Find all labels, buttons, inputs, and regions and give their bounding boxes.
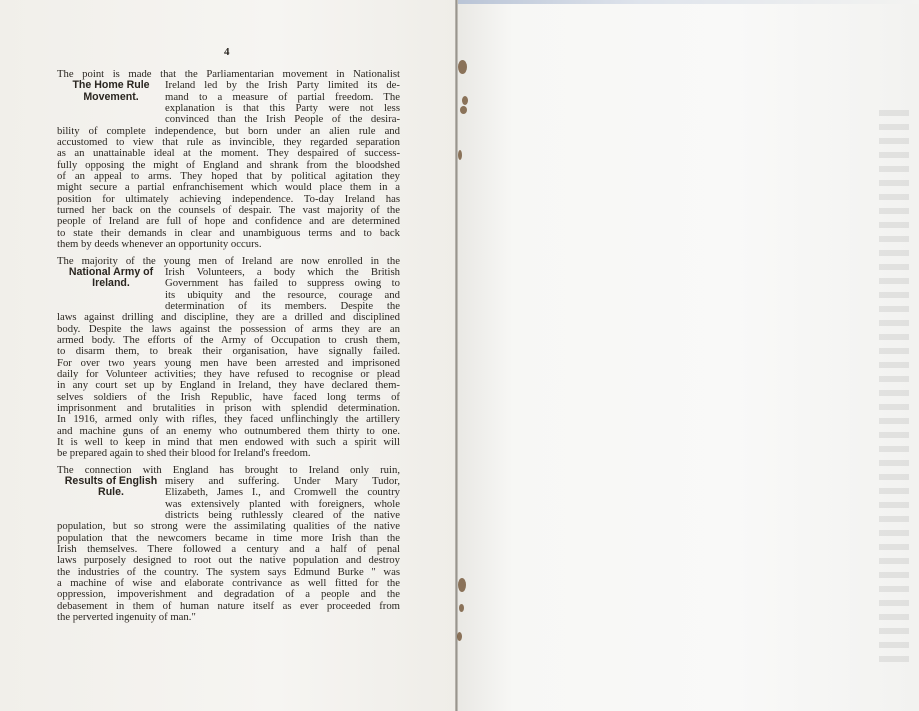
- text-line: body. Despite the laws against the possession of arms they are an: [57, 322, 400, 335]
- text-line: oppression, impoverishment and degradation of a people and the: [57, 588, 400, 601]
- page-edge: [457, 0, 919, 4]
- text-line: Ireland led by the Irish Party limited its de-: [165, 79, 400, 92]
- text-line: Irish Volunteers, a body which the British: [165, 265, 400, 278]
- side-block: [57, 267, 400, 312]
- text-line: armed body. The efforts of the Army of Occupation to crush them,: [57, 333, 400, 346]
- text-line: selves soldiers of the Irish Republic, have faced long terms of: [57, 390, 400, 403]
- text-line: Irish themselves. There followed a century and a half of penal: [57, 543, 400, 556]
- text-line: misery and suffering. Under Mary Tudor,: [165, 475, 400, 488]
- binding-hole-mark: [462, 96, 468, 105]
- text-line: position for ultimately achieving independence. To-day Ireland has: [57, 192, 400, 205]
- text-line: as an unattainable ideal at the moment. They despaired of success-: [57, 147, 400, 160]
- right-page: [457, 0, 919, 711]
- text-line: to disarm them, to break their organisation, have signally failed.: [57, 345, 400, 358]
- binding-hole-mark: [458, 60, 467, 74]
- text-line: and machine guns of an enemy who outnumbered them thirty to one.: [57, 424, 400, 437]
- text-line: turned her back on the counsels of despair. The vast majority of the: [57, 204, 400, 217]
- text-line: might secure a partial enfranchisement which would place them in a: [57, 181, 400, 194]
- text-line: its ubiquity and the resource, courage and: [165, 288, 400, 301]
- book-gutter: [455, 0, 458, 711]
- side-lines: [165, 80, 400, 125]
- side-heading: [57, 476, 165, 499]
- text-line: daily for Volunteer activities; they have refused to recognise or plead: [57, 367, 400, 380]
- text-line: be prepared again to shed their blood for Ireland's freedom.: [57, 447, 311, 460]
- binding-hole-mark: [460, 106, 467, 114]
- text-line: population that the newcomers became in time more Irish than the: [57, 531, 400, 544]
- paragraph-home-rule: [57, 69, 400, 251]
- text-line: Elizabeth, James I., and Cromwell the country: [165, 486, 400, 499]
- side-heading-line: Ireland.: [92, 277, 130, 290]
- side-heading: [57, 80, 165, 103]
- text-line: a machine of wise and elaborate contrivance as well fitted for the: [57, 577, 400, 590]
- side-heading: [57, 267, 165, 290]
- binding-hole-mark: [457, 632, 462, 641]
- text-line: For over two years young men have been arrested and imprisoned: [57, 356, 400, 369]
- document-text: [57, 69, 400, 629]
- text-line: laws purposely designed to root out the native population and destroy: [57, 554, 400, 567]
- side-lines: [165, 267, 400, 312]
- binding-hole-mark: [459, 604, 464, 612]
- text-line: the industries of the country. The system says Edmund Burke " was: [57, 565, 400, 578]
- text-line: of an appeal to arms. They hoped that by political agitation they: [57, 170, 400, 183]
- text-line: laws against drilling and discipline, they are a drilled and disciplined: [57, 311, 400, 324]
- text-line: mand to a measure of partial freedom. The: [165, 90, 400, 103]
- text-line: districts being ruthlessly cleared of the native: [165, 509, 400, 522]
- paragraph-national-army: [57, 256, 400, 460]
- text-line: population, but so strong were the assimilating qualities of the native: [57, 520, 400, 533]
- paragraph-english-rule: [57, 465, 400, 624]
- side-heading-line: National Army of: [68, 265, 154, 278]
- side-block: [57, 476, 400, 521]
- side-lines: [165, 476, 400, 521]
- text-line: The majority of the young men of Ireland are now enrolled in the: [57, 254, 400, 267]
- text-line: debasement in them of human nature itself as ever proceeded from: [57, 599, 400, 612]
- text-line: Government has failed to suppress owing to: [165, 277, 400, 290]
- text-line: In 1916, armed only with rifles, they faced unflinchingly the artillery: [57, 413, 400, 426]
- side-heading-line: Results of English: [64, 475, 158, 488]
- show-through-text: [879, 110, 909, 670]
- binding-hole-mark: [458, 150, 462, 160]
- text-line: It is well to keep in mind that men endowed with such a spirit will: [57, 436, 400, 448]
- binding-hole-mark: [458, 578, 466, 592]
- page-number: 4: [224, 46, 230, 58]
- text-line: in any court set up by England in Ireland, they have declared them-: [57, 379, 400, 392]
- side-block: [57, 80, 400, 125]
- text-line: people of Ireland are full of hope and confidence and are determined: [57, 215, 400, 228]
- text-line: explanation is that this Party were not less: [165, 102, 400, 115]
- text-line: them by deeds whenever an opportunity occurs.: [57, 238, 262, 251]
- text-line: accustomed to view that rule as invincible, they regarded separation: [57, 136, 400, 149]
- text-line: The point is made that the Parliamentarian movement in Nationalist: [57, 68, 400, 80]
- text-line: to state their demands in clear and unambiguous terms and to back: [57, 226, 400, 239]
- text-line: fully opposing the might of England and shrank from the bloodshed: [57, 158, 400, 171]
- text-line: The connection with England has brought to Ireland only ruin,: [57, 463, 400, 476]
- text-line: determination of its members. Despite the: [165, 299, 400, 312]
- text-line: the perverted ingenuity of man.": [57, 611, 196, 624]
- side-heading-line: Rule.: [98, 486, 124, 499]
- side-heading-line: Movement.: [83, 90, 139, 103]
- text-line: bility of complete independence, but born under an alien rule and: [57, 124, 400, 137]
- text-line: was extensively planted with foreigners, whole: [165, 497, 400, 510]
- text-line: imprisonment and brutalities in prison with splendid determination.: [57, 401, 400, 414]
- text-line: convinced than the Irish People of the desira-: [165, 113, 400, 126]
- side-heading-line: The Home Rule: [72, 79, 150, 92]
